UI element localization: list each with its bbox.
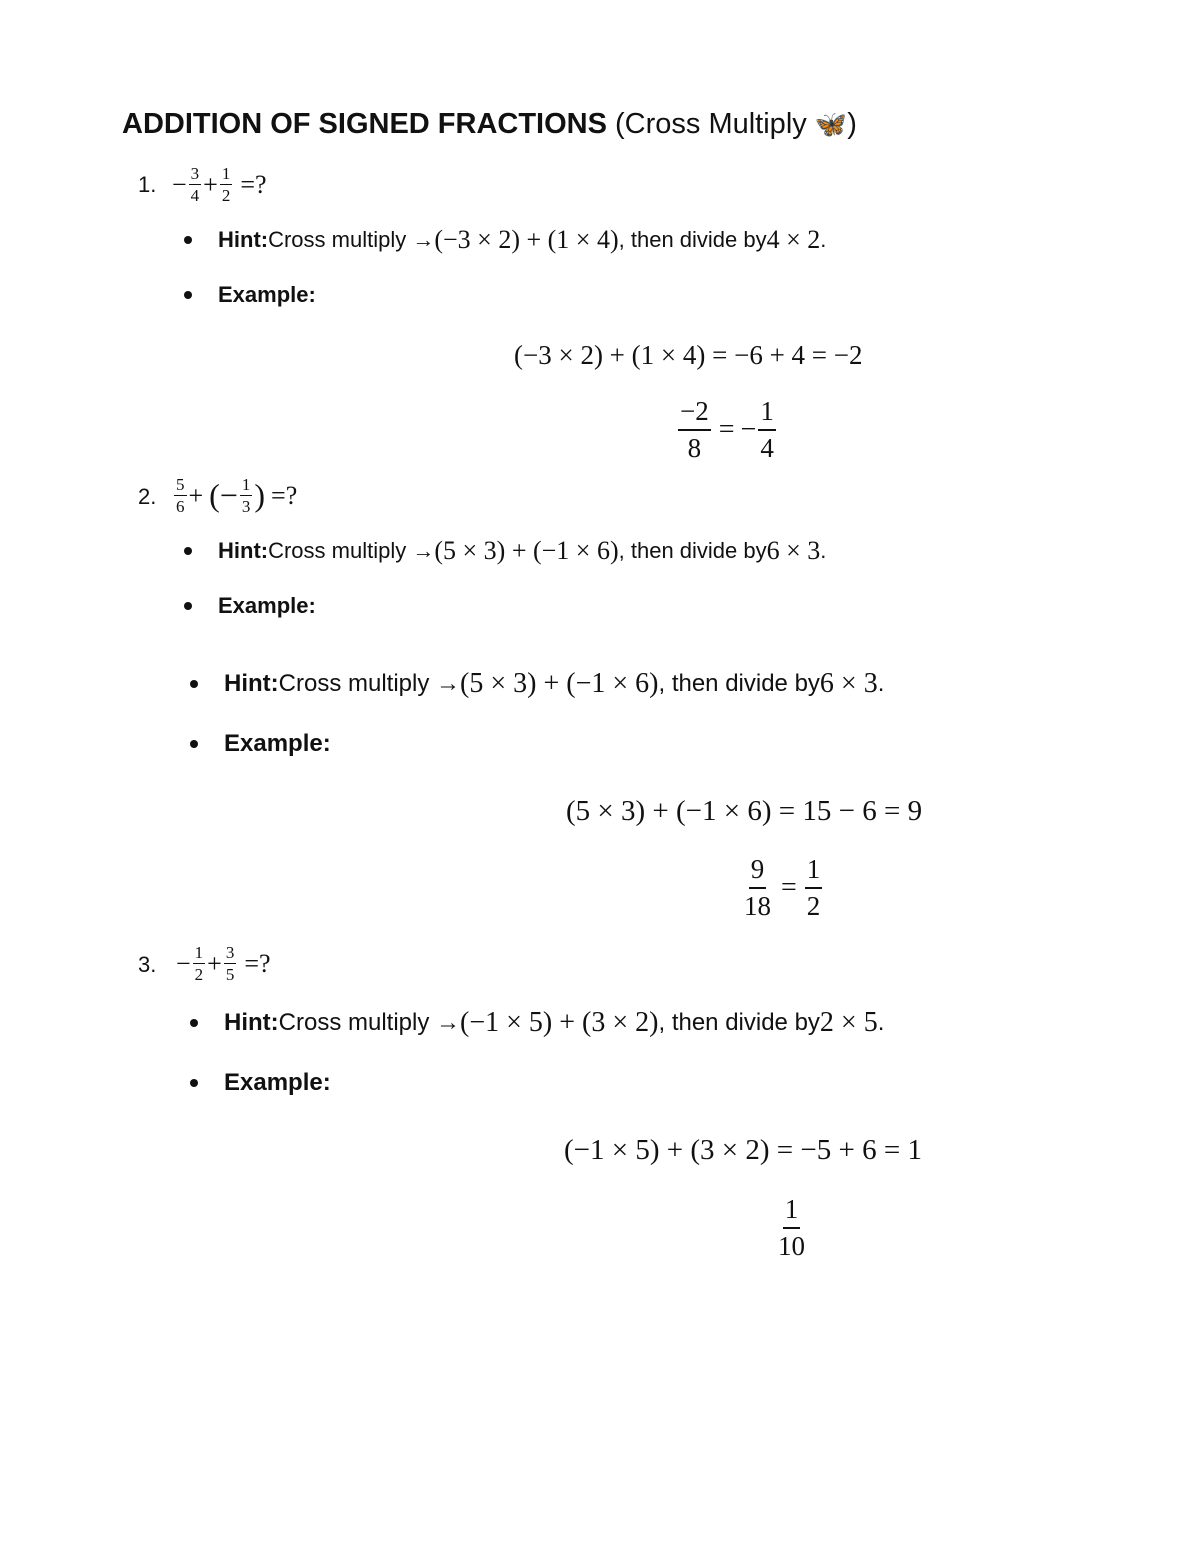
problem-1-result: $\frac{-2}{8}$ = − $\frac{1}{4}$ [680,396,774,463]
r2-fraction-1: $\frac{9}{18}$ [744,854,771,921]
problem-1-work: (−3 × 2) + (1 × 4) = −6 + 4 = −2 [514,340,863,370]
q1-fraction-1: $\frac{3}{4}$ [190,164,200,205]
q3-fraction-1: $\frac{1}{2}$ [194,943,204,984]
bullet-icon [184,602,192,610]
problem-3-hint: Hint: Cross multiply → (−1 × 5) + (3 × 2) , then divide by 2 × 5 . [190,1007,884,1039]
q2-fraction-2: $\frac{1}{3}$ [241,475,251,516]
problem-3-work: (−1 × 5) + (3 × 2) = −5 + 6 = 1 [564,1134,922,1166]
problem-3-example-label: Example: [190,1069,331,1097]
page-title [122,108,857,141]
problem-2-work: (5 × 3) + (−1 × 6) = 15 − 6 = 9 [566,795,923,827]
hint-expression: (−3 × 2) + (1 × 4) [434,225,619,254]
problem-2-example-label: Example: [184,593,316,619]
bullet-icon [190,1019,198,1027]
problem-3-number: 3. [138,952,157,977]
q1-plus: + [203,169,218,199]
bullet-icon [184,547,192,555]
problem-2-question: $\frac{5}{6}$ + (− $\frac{1}{3}$ ) =? [176,475,298,516]
problem-3-question: − $\frac{1}{2}$ + $\frac{3}{5}$ =? [176,943,271,984]
butterfly-icon: 🦋 [814,109,848,139]
problem-2-hint: Hint: Cross multiply → (5 × 3) + (−1 × 6) , then divide by 6 × 3 . [184,536,826,566]
bullet-icon [190,740,198,748]
problem-1-example-label: Example: [184,282,316,308]
q2-fraction-1: $\frac{5}{6}$ [176,475,185,516]
bullet-icon [190,1079,198,1087]
problem-1-question [172,165,267,204]
q1-sign: − [172,169,187,199]
problem-1-hint: Hint: Cross multiply → (−3 × 2) + (1 × 4) , then divide by 4 × 2 . [184,225,826,255]
title-bold: ADDITION OF SIGNED FRACTIONS [122,108,607,140]
bullet-icon [184,236,192,244]
problem-3-result [774,1196,809,1260]
problem-1-number: 1. [138,172,157,197]
q1-fraction-2: $\frac{1}{2}$ [221,164,231,205]
r1-fraction-2: $\frac{1}{4}$ [760,396,774,463]
bullet-icon [184,291,192,299]
r2-fraction-2: $\frac{1}{2}$ [806,854,821,921]
problem-2-result: $\frac{9}{18}$ = $\frac{1}{2}$ [744,854,821,921]
bullet-icon [190,680,198,688]
r3-fraction: $\frac{1}{10}$ [778,1194,805,1261]
problem-2-hint-repeat: Hint: Cross multiply → (5 × 3) + (−1 × 6) , then divide by 6 × 3 . [190,668,884,700]
title-rest: (Cross Multiply [615,108,815,140]
problem-2-example-label-repeat: Example: [190,730,331,758]
q3-fraction-2: $\frac{3}{5}$ [225,943,235,984]
title-close: ) [847,108,857,140]
q1-end: =? [240,169,267,199]
r1-fraction-1: $\frac{-2}{8}$ [680,396,709,463]
problem-2-number: 2. [138,484,157,509]
